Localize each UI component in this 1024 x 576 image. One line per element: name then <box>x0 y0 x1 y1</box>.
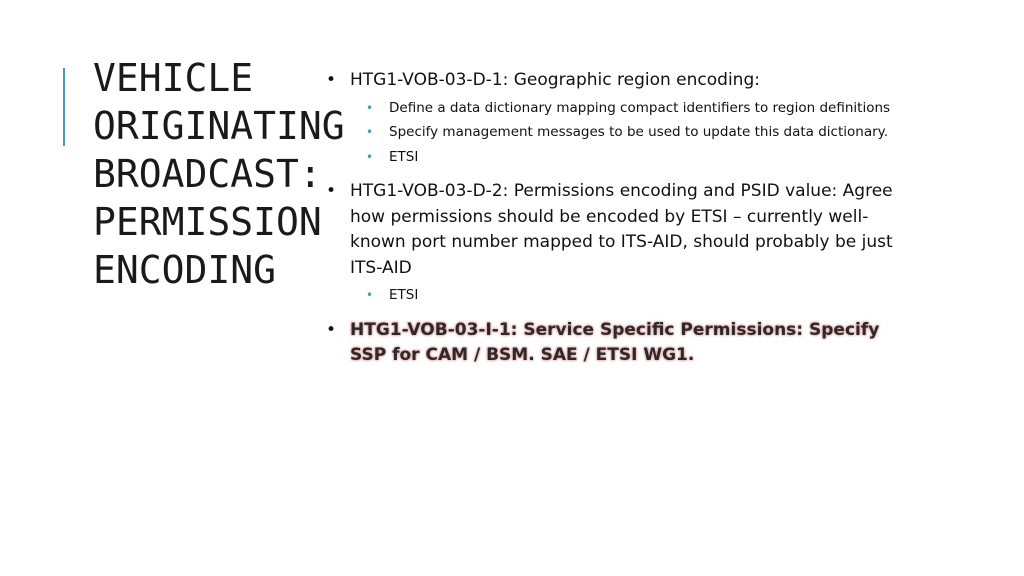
slide-content <box>326 68 896 369</box>
bullet-text: HTG1-VOB-03-I-1: Service Specific Permissions: Specify SSP for CAM / BSM. SAE / ETSI WG1. <box>350 319 880 365</box>
slide-title: VEHICLE ORIGINATING BROADCAST: PERMISSION ENCODING <box>93 56 345 292</box>
sub-bullet-item <box>366 147 896 168</box>
bullet-item-permissions-encoding <box>326 179 896 306</box>
bullet-item-service-specific-permissions <box>326 318 896 369</box>
sub-bullet-icon: • <box>366 149 374 164</box>
bullet-icon: • <box>326 70 337 90</box>
bullet-icon: • <box>326 319 337 340</box>
sub-bullet-list <box>350 285 896 306</box>
sub-bullet-item <box>366 122 896 143</box>
sub-bullet-text: Specify management messages to be used to update this data dictionary. <box>389 124 889 140</box>
sub-bullet-item <box>366 98 896 119</box>
bullet-item-geographic-region <box>326 68 896 167</box>
bullet-list <box>326 68 896 369</box>
bullet-icon: • <box>326 181 337 201</box>
sub-bullet-text: Define a data dictionary mapping compact identifiers to region definitions <box>389 99 891 116</box>
sub-bullet-icon: • <box>366 288 374 302</box>
bullet-text: HTG1-VOB-03-D-2: Permissions encoding and PSID value: Agree how permissions should be encoded by ETSI – currently well-known port number mapped to ITS-AID, should probably be just ITS-AID <box>350 181 893 278</box>
sub-bullet-icon: • <box>366 125 374 139</box>
sub-bullet-text: ETSI <box>389 148 419 165</box>
title-accent-bar <box>63 68 65 146</box>
sub-bullet-text: ETSI <box>389 287 419 303</box>
sub-bullet-icon: • <box>366 100 374 115</box>
sub-bullet-item <box>366 285 896 306</box>
sub-bullet-list <box>350 98 896 168</box>
bullet-text: HTG1-VOB-03-D-1: Geographic region encoding: <box>350 70 760 90</box>
